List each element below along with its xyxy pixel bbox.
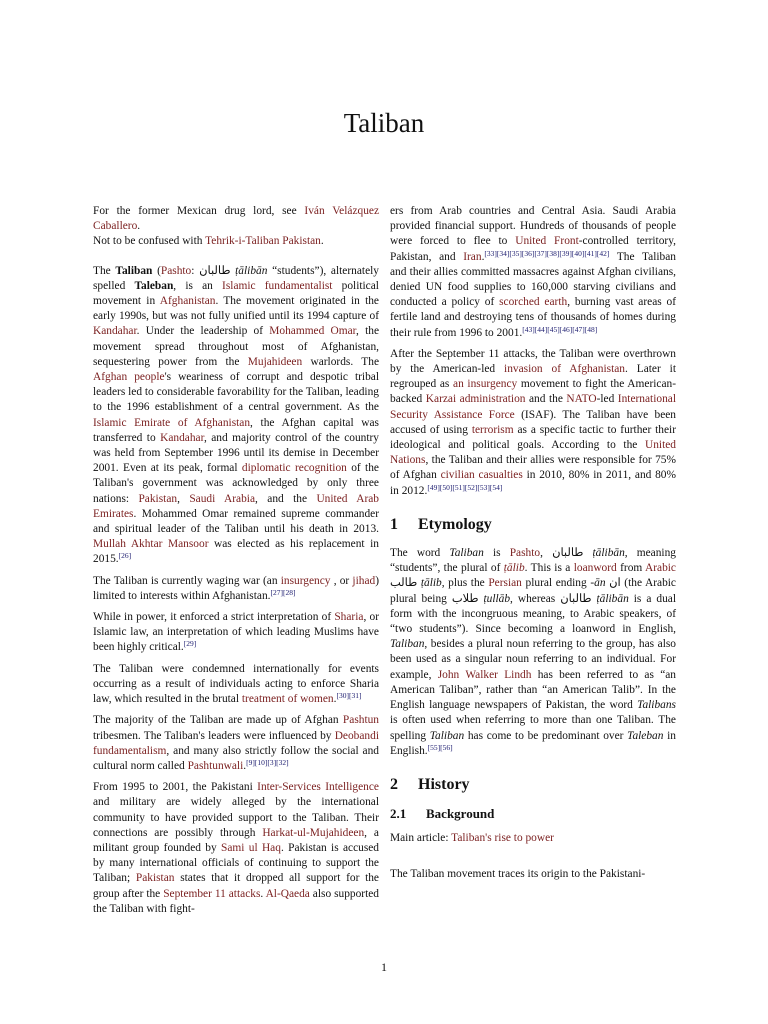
text-run: has been referred to as “an American Taliban”, rather than “an American Talib”. In the English language newspapers of Pakistan, the word [390,668,676,712]
text-run: ṭālibān [596,592,629,605]
text-run: , or [330,574,353,587]
citation-ref[interactable]: [26] [118,551,132,561]
text-run: (ISAF). The Taliban have been accused of using [390,408,677,436]
text-run: from [616,562,645,575]
link-ivan-velazquez-caballero[interactable]: Iván Velázquez Caballero [93,205,379,233]
section-title: Etymology [418,515,492,533]
inline-link[interactable]: Mujahideen [247,355,303,368]
text-run: , [177,492,190,505]
text-run: The word [390,547,450,560]
text-run: . [333,693,337,706]
text-run: , a militant group founded by [93,826,379,854]
text-run: ( [152,264,161,277]
text-run: ers from Arab countries and Central Asia. Saudi Arabia provided financial support. Hundreds of thousands of people were forced to flee to [390,205,676,248]
hatnote-drug-lord [93,204,379,234]
hatnote-text: . [137,220,141,233]
text-run: in 2010, 80% in 2011, and 80% in 2012. [390,469,676,497]
main-article-note [390,831,676,846]
text-run: 's weariness of corrupt and despotic tribal leaders led to considerable favorability for the Taliban, leading to the 1996 establishment of a central government. As the [93,371,379,414]
text-run: of the Taliban's government was acknowledged by only three nations: [93,462,379,505]
text-run: movement to fight the American-backed [390,378,677,406]
text-run: . [243,759,247,772]
text-run: , is an [173,279,223,292]
inline-link[interactable]: Afghan people [93,371,165,384]
text-run: . The movement originated in the early 1990s, but was not fully unified until its 1994 capture of [93,295,379,323]
inline-link[interactable]: civilian casualties [440,469,523,482]
text-run: The Taliban movement traces its origin to the Pakistani- [390,867,646,880]
citation-ref[interactable]: [29] [183,639,197,649]
text-run: Taliban [390,638,425,651]
inline-link[interactable]: Pashto [160,264,192,277]
text-run: While in power, it enforced a strict interpretation of [93,611,335,624]
page-number: 1 [381,960,387,974]
citation-ref[interactable]: [43][44][45][46][47][48] [522,324,598,334]
paragraph [93,264,379,568]
text-run: , whereas طالبان [510,592,597,605]
text-run: The Taliban were condemned internationally for events occurring as a result of individuals acting to enforce Sharia law, which resulted in the brutal [93,662,379,706]
text-run: طالب [390,577,421,590]
text-run: , burning vast areas of fertile land and destroying tens of thousands of homes during their rule from 1996 to 2001. [390,296,677,339]
inline-link[interactable]: Islamic fundamentalist [222,279,333,292]
section-number: 2 [390,775,398,793]
text-run: has come to be predominant over [464,729,628,742]
subsection-title: Background [426,806,495,822]
paragraph [93,574,379,604]
inline-link[interactable]: loanword [573,562,617,575]
paragraph [390,546,676,759]
subsection-number: 2.1 [390,806,407,822]
inline-link[interactable]: Iran [463,250,482,263]
hatnote-text: . [320,235,324,248]
main-article-label: Main article: [390,832,452,845]
text-run: is [483,547,510,560]
citation-ref[interactable]: [27][28] [270,587,296,597]
text-run: , and many also strictly follow the social and cultural norm called [93,744,379,772]
inline-link[interactable]: Persian [488,577,522,590]
text-run: Taleban [134,279,174,292]
inline-link[interactable]: Karzai administration [425,393,526,406]
inline-link[interactable]: Al-Qaeda [265,887,310,900]
text-run: , or Islamic law, an interpretation of which leading Muslims have been highly critical. [93,611,380,654]
text-run: Taleban [627,729,664,742]
text-run: is a dual form with the incongruous meaning, to Arabic speakers, of “two students”). Since becoming a loanword in English, [390,592,676,636]
text-run: . Later it regrouped as [390,363,677,391]
hatnote-text: For the former Mexican drug lord, see [93,205,305,217]
text-run: , the Taliban and their allies were responsible for 75% of Afghan [390,454,676,482]
text-run: . [260,887,266,900]
inline-link[interactable]: Pashtunwali [187,759,244,772]
text-run: ṭālibān [235,264,268,277]
text-run: is often used when referring to more than one Taliban. The spelling [390,714,676,742]
paragraph [93,662,379,708]
inline-link[interactable]: United Front [515,235,579,248]
citation-ref[interactable]: [33][34][35][36][37][38][39][40][41][42] [484,248,610,258]
text-run: also supported the Taliban with fight- [93,887,380,915]
text-run: Taliban [115,264,153,277]
inline-link[interactable]: Sharia [334,611,364,624]
inline-link[interactable]: Deobandi fundamentalism [93,729,379,757]
inline-link[interactable]: Afghanistan [159,295,216,308]
text-run: ) limited to interests within Afghanistan. [93,574,379,602]
text-run: The majority of the Taliban are made up of Afghan [93,714,343,727]
text-run: , the Afghan capital was transferred to [93,416,379,444]
section-heading-etymology [390,517,676,532]
citation-ref[interactable]: [30][31] [336,691,362,701]
text-run: Taliban [449,547,484,560]
inline-link[interactable]: Kandahar [93,325,137,338]
text-run: . Mohammed Omar remained supreme commander and spiritual leader of the Taliban until his death in 2013. [93,507,379,536]
text-run: The [93,264,116,277]
inline-link[interactable]: invasion of Afghanistan [504,363,625,376]
text-run: Taliban [429,729,465,742]
section-number: 1 [390,515,398,533]
text-run: was elected as his replacement in 2015. [93,538,379,566]
text-run: The Taliban is currently waging war (an [93,574,281,587]
text-run: and the [525,393,567,406]
inline-link[interactable]: Mullah Akhtar Mansoor [93,538,209,551]
text-run: The Taliban and their allies committed massacres against Afghan civilians, denied UN food supplies to 160,000 starving civilians and conducted a policy of [390,250,676,309]
inline-link[interactable]: NATO [566,393,597,406]
inline-link[interactable]: Pakistan [135,872,175,885]
text-run: and military are widely alleged by the international community to have provided support to the Taliban. Their connections are possibly through [93,796,379,839]
inline-link[interactable]: Arabic [645,562,676,575]
text-run: tribesmen. The Taliban's leaders were influenced by [93,729,335,742]
paragraph [93,780,379,917]
paragraph [93,610,379,656]
text-run: , and the [255,492,317,505]
text-run: , the movement spread throughout most of Afghanistan, sequestering power from the [93,325,379,368]
text-run: in English. [390,729,676,757]
inline-link[interactable]: diplomatic recognition [241,462,347,475]
link-tehrik-i-taliban-pakistan[interactable]: Tehrik-i-Taliban Pakistan [205,235,321,248]
text-run: plural ending [521,577,591,590]
text-run: . Under the leadership of [136,325,270,338]
text-run: . Pakistan is accused by many international officials of continuing to support the Taliban; [93,841,379,885]
inline-link[interactable]: John Walker Lindh [437,668,532,681]
paragraph [93,713,379,774]
inline-link[interactable]: Sami ul Haq [221,841,281,854]
text-run: , and majority control of the country was held from September 1996 until its demise in December 2001. Even at its peak, formal [93,431,380,475]
text-run: ṭālib [420,577,442,590]
text-run: ṭālibān [592,547,625,560]
inline-link[interactable]: Harkat-ul-Mujahideen [262,826,365,839]
subsection-heading-background [390,806,676,821]
inline-link[interactable]: terrorism [471,423,514,436]
left-column [93,204,379,923]
citation-ref[interactable]: [9][10][3][32] [246,757,289,767]
citation-ref[interactable]: [49][50][51][52][53][54] [427,482,503,492]
inline-link[interactable]: Mohammed Omar [269,325,357,338]
text-run: ṭullāb [483,592,511,605]
inline-link[interactable]: Pashto [509,547,541,560]
text-run: Talibans [637,699,676,712]
section-heading-history [390,777,676,792]
text-run: : طالبان [191,264,236,277]
inline-link[interactable]: Pakistan [138,492,178,505]
citation-ref[interactable]: [55][56] [427,742,453,752]
text-run: as a specific tactic to further their ideological and political goals. According to the [390,423,677,452]
inline-link[interactable]: Inter-Services Intelligence [257,781,379,794]
text-run: , besides a plural noun referring to the group, has also been used as a singular noun referring to an individual. For example, [390,638,676,681]
inline-link[interactable]: United Arab Emirates [93,492,379,520]
text-run: states that it dropped all support for the group after the [93,872,379,900]
paragraph [390,347,676,499]
text-run: , meaning “students”, the plural of [390,547,676,575]
hatnote-tehrik [93,234,379,249]
inline-link[interactable]: treatment of women [241,693,334,706]
inline-link[interactable]: United Nations [390,439,676,467]
inline-link[interactable]: insurgency [280,574,331,587]
text-run: , plus the [441,577,489,590]
inline-link[interactable]: ṭālib [503,562,525,575]
text-run: -ān [590,577,606,590]
inline-link[interactable]: an insurgency [453,378,518,391]
text-run: . This is a [524,562,574,575]
link-talibans-rise-to-power[interactable]: Taliban's rise to power [451,832,554,845]
text-run: warlords. The [302,355,380,368]
text-run: After the September 11 attacks, the Taliban were overthrown by the American-led [390,347,676,376]
text-run: -controlled territory, Pakistan, and [390,235,676,263]
text-run: political movement in [93,279,379,308]
inline-link[interactable]: Pashtun [342,714,379,727]
page-title: Taliban [343,108,425,138]
text-run: -led [596,393,618,406]
paragraph [390,867,676,882]
text-run: ان (the Arabic plural being طلاب [390,577,676,605]
inline-link[interactable]: scorched earth [499,296,568,309]
inline-link[interactable]: September 11 attacks [163,887,261,900]
hatnote-text: Not to be confused with [93,235,206,248]
text-run: . [481,250,485,263]
inline-link[interactable]: Islamic Emirate of Afghanistan [93,416,251,429]
inline-link[interactable]: Saudi Arabia [189,492,256,505]
text-run: From 1995 to 2001, the Pakistani [93,781,258,794]
section-title: History [418,775,470,793]
right-column [390,204,676,888]
paragraph [390,204,676,341]
text-run: , طالبان [540,547,593,560]
inline-link[interactable]: jihad [352,574,376,587]
inline-link[interactable]: Kandahar [160,431,204,444]
text-run: “students”), alternately spelled [93,264,379,292]
inline-link[interactable]: International Security Assistance Force [390,393,676,421]
